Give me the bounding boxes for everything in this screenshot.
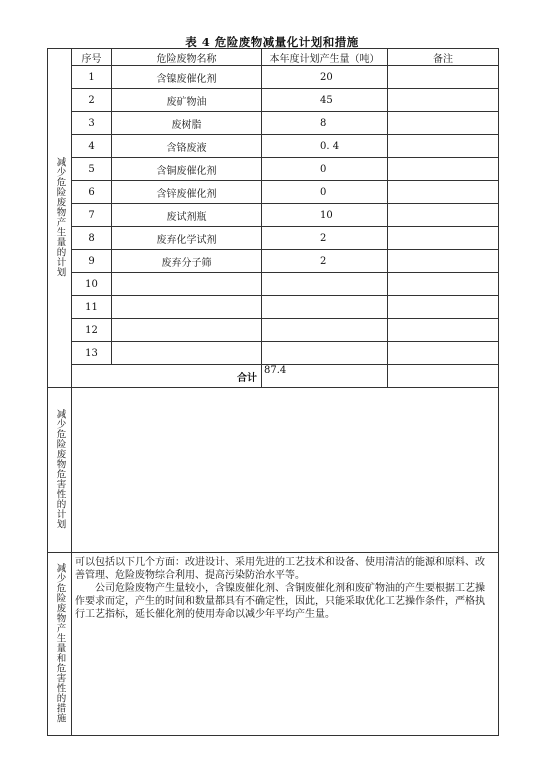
row-seq: 1: [72, 66, 112, 89]
table-row: [48, 342, 499, 365]
row-remark: [388, 319, 499, 342]
table-row: [48, 158, 499, 181]
row-amount: 0: [262, 181, 388, 204]
row-seq: 9: [72, 250, 112, 273]
row-remark: [388, 342, 499, 365]
header-row: [48, 49, 499, 66]
section2-row: [48, 388, 499, 553]
section2-content: [72, 388, 499, 553]
table-title: 表 4 危险废物减量化计划和措施: [185, 35, 359, 49]
header-seq: 序号: [72, 49, 112, 66]
row-seq: 12: [72, 319, 112, 342]
row-amount: 45: [262, 89, 388, 112]
total-row: [48, 365, 499, 388]
total-value: 87.4: [262, 365, 388, 388]
section3-row: [48, 553, 499, 736]
row-seq: 7: [72, 204, 112, 227]
row-amount: 0. 4: [262, 135, 388, 158]
table-row: [48, 112, 499, 135]
row-amount: 0: [262, 158, 388, 181]
row-seq: 3: [72, 112, 112, 135]
measures-para2: 公司危险废物产生量较小，含镍废催化剂、含铜废催化剂和废矿物油的产生要根据工艺操作要求而定，产生的时间和数量都具有不确定性，因此，只能采取优化工艺操作条件，严格执行工艺指标，延长催化剂的使用寿命以减少年平均产生量。: [75, 583, 485, 620]
section1-label-cell: [48, 49, 72, 388]
row-remark: [388, 181, 499, 204]
total-remark: [388, 365, 499, 388]
table-row: [48, 273, 499, 296]
row-amount: 20: [262, 66, 388, 89]
row-remark: [388, 204, 499, 227]
row-amount: [262, 273, 388, 296]
table-row: [48, 89, 499, 112]
row-waste-name: 含镍废催化剂: [112, 66, 262, 89]
row-remark: [388, 135, 499, 158]
table-row: [48, 227, 499, 250]
row-remark: [388, 158, 499, 181]
table-row: [48, 181, 499, 204]
table-row: [48, 204, 499, 227]
row-remark: [388, 66, 499, 89]
header-remark: 备注: [388, 49, 499, 66]
row-seq: 5: [72, 158, 112, 181]
row-waste-name: 废矿物油: [112, 89, 262, 112]
row-seq: 2: [72, 89, 112, 112]
header-amount: 本年度计划产生量（吨）: [262, 49, 388, 66]
section3-label-cell: [48, 553, 72, 736]
row-waste-name: 废弃分子筛: [112, 250, 262, 273]
row-remark: [388, 250, 499, 273]
row-seq: 4: [72, 135, 112, 158]
waste-reduction-table: [47, 48, 499, 736]
row-amount: 8: [262, 112, 388, 135]
measures-para1: 可以包括以下几个方面：改进设计、采用先进的工艺技术和设备、使用清洁的能源和原料、改善管理、危险废物综合利用、提高污染防治水平等。: [75, 557, 485, 581]
row-amount: [262, 319, 388, 342]
total-label: 合计: [72, 365, 262, 388]
table-row: [48, 66, 499, 89]
row-amount: [262, 296, 388, 319]
row-remark: [388, 112, 499, 135]
row-waste-name: 含锌废催化剂: [112, 181, 262, 204]
row-waste-name: 废弃化学试剂: [112, 227, 262, 250]
section2-label: 减少危险废物危害性的计划: [54, 408, 66, 529]
row-remark: [388, 89, 499, 112]
row-waste-name: 含铬废液: [112, 135, 262, 158]
row-seq: 10: [72, 273, 112, 296]
row-seq: 13: [72, 342, 112, 365]
row-amount: 10: [262, 204, 388, 227]
row-seq: 6: [72, 181, 112, 204]
header-name: 危险废物名称: [112, 49, 262, 66]
table-row: [48, 296, 499, 319]
table-row: [48, 135, 499, 158]
row-waste-name: [112, 273, 262, 296]
row-remark: [388, 296, 499, 319]
section3-label: 减少危险废物产生量和危害性的措施: [54, 562, 66, 723]
row-seq: 8: [72, 227, 112, 250]
table-row: [48, 250, 499, 273]
table-row: [48, 319, 499, 342]
row-amount: 2: [262, 227, 388, 250]
row-amount: [262, 342, 388, 365]
row-waste-name: 含铜废催化剂: [112, 158, 262, 181]
row-waste-name: [112, 342, 262, 365]
row-seq: 11: [72, 296, 112, 319]
measures-content: [72, 553, 499, 736]
row-waste-name: [112, 296, 262, 319]
section2-label-cell: [48, 388, 72, 553]
row-remark: [388, 273, 499, 296]
row-remark: [388, 227, 499, 250]
row-amount: 2: [262, 250, 388, 273]
row-waste-name: 废树脂: [112, 112, 262, 135]
row-waste-name: [112, 319, 262, 342]
section1-label: 减少危险废物产生量的计划: [54, 156, 66, 277]
row-waste-name: 废试剂瓶: [112, 204, 262, 227]
